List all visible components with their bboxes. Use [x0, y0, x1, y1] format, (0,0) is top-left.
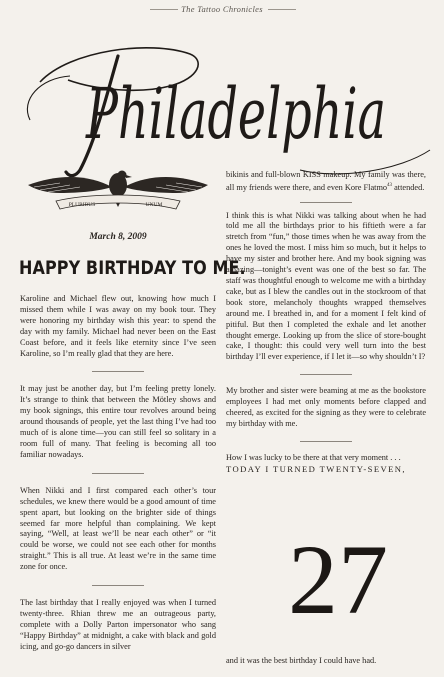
section-rule [300, 441, 352, 442]
closing-intro: How I was lucky to be there at that very moment . . . [226, 452, 401, 462]
continuation-text: bikinis and full-blown KISS makeup. My family was there, all my friends were there, and even Kore Flatmo [226, 170, 426, 192]
big-number: 27 [288, 524, 388, 635]
paragraph: It may just be another day, but I’m feeling pretty lonely. It’s strange to think that between the Mötley shows and my book signings, this entire tour revolves around being around thousands of people, yet the last thing I’ve had too much of is alone time—you can still feel so solitary in a room full of many. That feeling is becoming all too familiar nowadays. [20, 384, 216, 459]
section-rule [92, 371, 144, 372]
paragraph: The last birthday that I really enjoyed was when I turned twenty-three. Rhian threw me an outrageous party, complete with a Dolly Parton impersonator who sang “Happy Birthday” at midnight, a cake with black and gold icing, and go-go dancers in silver [20, 598, 216, 651]
headline: HAPPY BIRTHDAY TO ME. [19, 258, 246, 279]
dateline: March 8, 2009 [89, 232, 147, 242]
section-rule [92, 473, 144, 474]
footnote-mark: 43 [387, 182, 393, 188]
paragraph: I think this is what Nikki was talking about when he had told me all the birthdays prior to his fiftieth were a far stretch from “fun,” those times when he was away from the ones he loved the most. I miss him so much, but it helps to have my sister and brother here. And my book signing was amazing—tonight’s event was one of the best so far. The staff was thoughtful enough to welcome me with a birthday cake, but as I blew the candles out in the stockroom of that book store, melancholy thoughts wrapped themselves around me. I breathed in, and for a moment I felt kind of pitiful. But then I completed the exhale and let another thought emerge. Looking up from the slice of store-bought cake, I thought: this could very well turn into the best birthday I’ll ever experience, if I let it—so why shouldn’t I? [226, 210, 426, 362]
continuation-end: attended. [392, 182, 425, 192]
seal-ribbon-left: PLURIBUS [68, 202, 96, 208]
section-rule [300, 374, 352, 375]
title-text: Philadelphia [84, 73, 386, 155]
title-flourish [0, 20, 444, 180]
closing-caps: TODAY I TURNED TWENTY-SEVEN, [226, 463, 406, 474]
paragraph-continuation [226, 170, 426, 194]
final-line: and it was the best birthday I could have had. [226, 656, 377, 665]
paragraph: My brother and sister were beaming at me as the bookstore employees I had met only moments before clapped and cheered, as excited for the signing as they were to celebrate my birthday with me. [226, 386, 426, 428]
seal-ribbon-right: UNUM [145, 202, 163, 208]
eagle-seal-icon [20, 163, 216, 221]
running-head: The Tattoo Chronicles [181, 4, 263, 14]
left-column [20, 294, 216, 653]
paragraph: Karoline and Michael flew out, knowing how much I missed them while I was away on my book tour. They were honoring my birthday wish this year: to spend the day with my family. Michael had never been on the East Coast before, and it feels like eternity since I’ve seen Karoline, so I’m really glad that they are here. [20, 294, 216, 358]
paragraph: When Nikki and I first compared each other’s tour schedules, we knew there would be a good amount of time spent apart, but looking on the brighter side of things seemed far more helpful than complaining. We kept saying, “Well, at least we’ll be near each other” or “it could be worse, we could not see each other for months straight.” This is all true. At least we’re in the same time zone for once. [20, 485, 216, 572]
page-title [0, 20, 444, 180]
right-column [226, 170, 426, 474]
section-rule [92, 585, 144, 586]
section-rule [300, 202, 352, 203]
running-head-rule-right [268, 9, 296, 10]
